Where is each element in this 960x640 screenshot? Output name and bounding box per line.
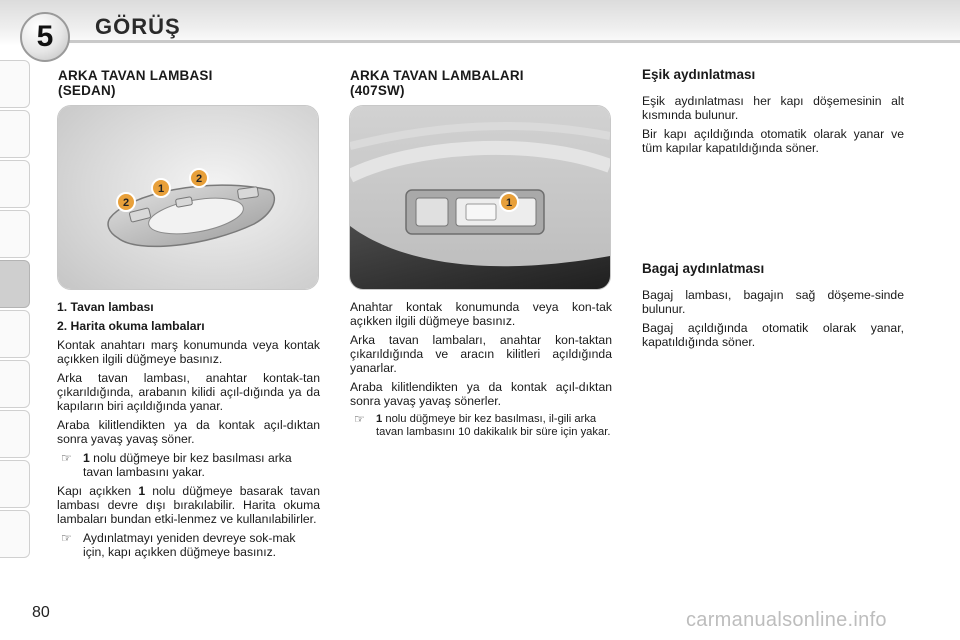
callout-label: 2 — [195, 173, 203, 185]
note: ☞ 1 nolu düğmeye bir kez basılması arka tavan lambasını yakar. — [57, 451, 320, 479]
header-rule — [60, 40, 960, 43]
chapter-tab[interactable] — [0, 410, 30, 458]
paragraph: Kapı açıkken 1 nolu düğmeye basarak tavan lambası devre dışı bırakılabilir. Harita okuma lambaları bundan etki-lenmez ve kullanılabilirler. — [57, 484, 320, 526]
ceiling-lamp-illustration — [58, 106, 318, 289]
paragraph: Anahtar kontak konumunda veya kon-tak açıkken ilgili düğmeye basınız. — [350, 300, 612, 328]
page-number: 80 — [32, 604, 50, 621]
column-sedan — [58, 68, 320, 98]
callout-label: 2 — [122, 197, 130, 209]
section-title-407sw: ARKA TAVAN LAMBALARI (407SW) — [350, 68, 524, 98]
chapter-tab-active[interactable] — [0, 260, 30, 308]
photo-sedan-ceiling-lamp — [57, 105, 319, 290]
list-item: 1. Tavan lambası — [57, 300, 154, 314]
chapter-tab[interactable] — [0, 110, 30, 158]
paragraph: Eşik aydınlatması her kapı döşemesinin alt kısmında bulunur. — [642, 94, 904, 122]
paragraph: Araba kilitlendikten ya da kontak açıl-dıktan sonra yavaş yavaş sönerler. — [350, 380, 612, 408]
section-title-sedan: ARKA TAVAN LAMBASI (SEDAN) — [58, 68, 213, 98]
callout-label: 1 — [505, 197, 513, 209]
column-sedan-body — [57, 300, 320, 564]
section-title-boot-lighting: Bagaj aydınlatması — [642, 261, 765, 276]
paragraph: Bir kapı açıldığında otomatik olarak yanar ve tüm kapılar kapatıldığında söner. — [642, 127, 904, 155]
paragraph: Arka tavan lambaları, anahtar kon-taktan çıkarıldığında ve aracın kilitleri açıldığında yanarlar. — [350, 333, 612, 375]
column-407sw — [350, 68, 612, 98]
note: ☞ 1 nolu düğmeye bir kez basılması, il-gili arka tavan lambasını 10 dakikalık bir süre için yakar. — [350, 413, 612, 439]
ceiling-lamp-illustration — [350, 106, 610, 289]
column-lighting — [642, 68, 904, 160]
chapter-tabs — [0, 60, 32, 560]
pointing-hand-icon: ☞ — [61, 531, 72, 545]
chapter-tab[interactable] — [0, 360, 30, 408]
list-item: 2. Harita okuma lambaları — [57, 319, 205, 333]
pointing-hand-icon: ☞ — [354, 412, 365, 426]
paragraph: Bagaj lambası, bagajın sağ döşeme-sinde bulunur. — [642, 288, 904, 316]
chapter-number-badge: 5 — [20, 12, 70, 62]
pointing-hand-icon: ☞ — [61, 451, 72, 465]
column-boot-lighting — [642, 262, 904, 354]
chapter-tab[interactable] — [0, 460, 30, 508]
chapter-tab[interactable] — [0, 310, 30, 358]
section-title-threshold-lighting: Eşik aydınlatması — [642, 67, 756, 82]
chapter-tab[interactable] — [0, 60, 30, 108]
callout-label: 1 — [157, 183, 165, 195]
photo-407sw-ceiling-lamp — [349, 105, 611, 290]
chapter-tab[interactable] — [0, 510, 30, 558]
paragraph: Bagaj açıldığında otomatik olarak yanar, kapatıldığında söner. — [642, 321, 904, 349]
chapter-title: GÖRÜŞ — [95, 14, 181, 39]
column-407sw-body — [350, 300, 612, 444]
paragraph: Kontak anahtarı marş konumunda veya kontak açıkken ilgili düğmeye basınız. — [57, 338, 320, 366]
chapter-tab[interactable] — [0, 160, 30, 208]
watermark: carmanualsonline.info — [686, 609, 887, 631]
paragraph: Araba kilitlendikten ya da kontak açıl-dıktan sonra yavaş yavaş söner. — [57, 418, 320, 446]
chapter-tab[interactable] — [0, 210, 30, 258]
paragraph: Arka tavan lambası, anahtar kontak-tan çıkarıldığında, arabanın kilidi açıl-dığında ya da kapıların biri açıldığında yanar. — [57, 371, 320, 413]
note: ☞ Aydınlatmayı yeniden devreye sok-mak için, kapı açıkken düğmeye basınız. — [57, 531, 320, 559]
